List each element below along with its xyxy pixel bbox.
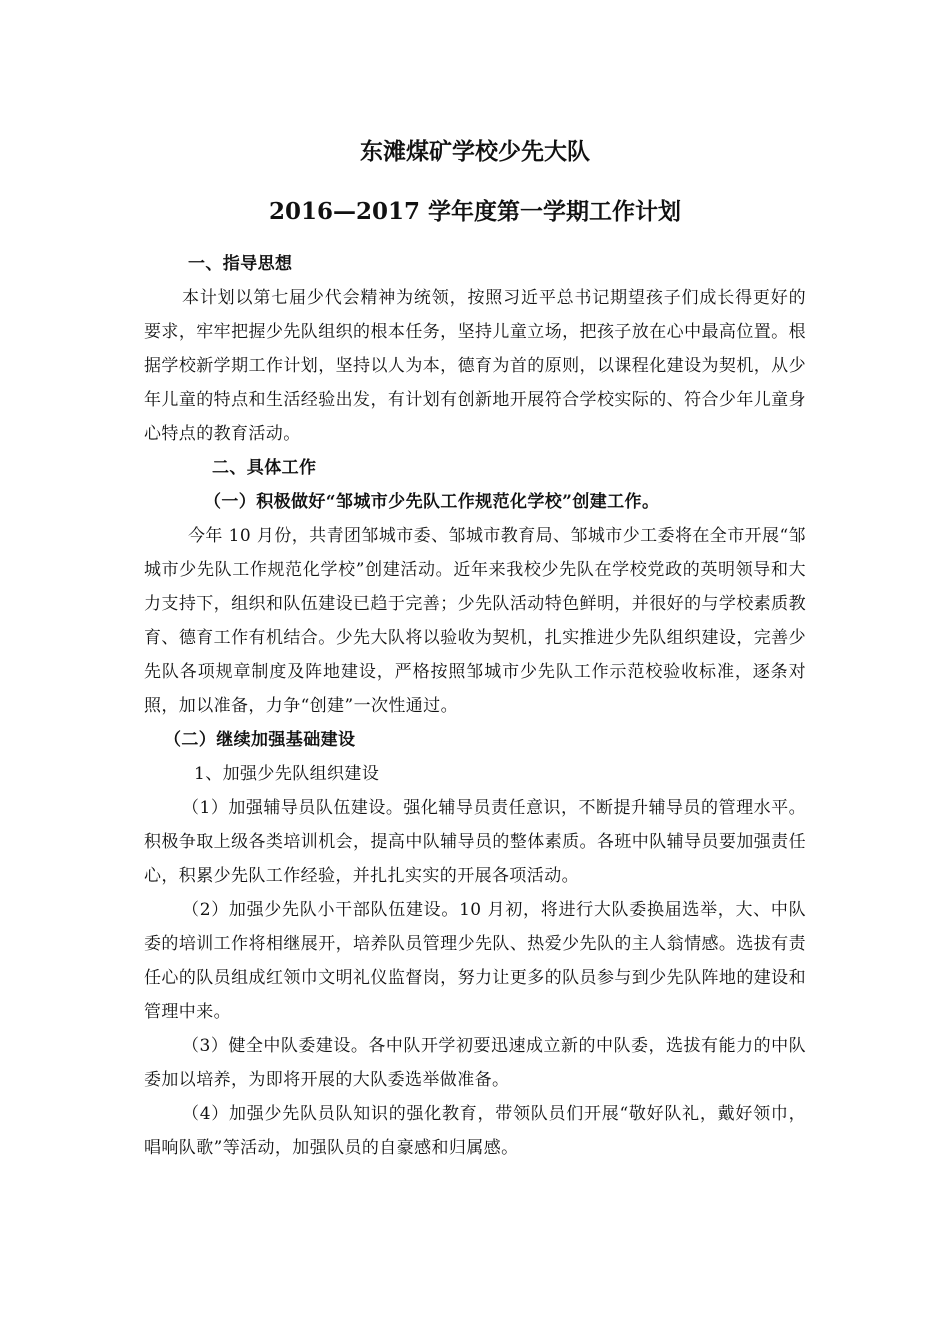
document-title: 东滩煤矿学校少先大队 — [360, 138, 590, 165]
paragraph-cadre-team: （2）加强少先队小干部队伍建设。10 月初，将进行大队委换届选举，大、中队委的培训工作将相继展开，培养队员管理少先队、热爱少先队的主人翁情感。选拔有责任心的队员组成红领巾文明礼仪监督岗，努力让更多的队员参与到少先队阵地的建设和管理中来。 — [144, 900, 806, 1022]
paragraph-guiding-ideology: 本计划以第七届少代会精神为统领，按照习近平总书记期望孩子们成长得更好的要求，牢牢把握少先队组织的根本任务，坚持儿童立场，把孩子放在心中最高位置。根据学校新学期工作计划，坚持以人为本，德育为首的原则，以课程化建设为契机，从少年儿童的特点和生活经验出发，有计划有创新地开展符合学校实际的、符合少年儿童身心特点的教育活动。 — [144, 288, 806, 444]
document-subtitle: 2016—2017 学年度第一学期工作计划 — [268, 198, 682, 225]
paragraph-team-knowledge: （4）加强少先队员队知识的强化教育，带领队员们开展“敬好队礼，戴好领巾，唱响队歌”等活动，加强队员的自豪感和归属感。 — [144, 1104, 806, 1158]
paragraph-standardization: 今年 10 月份，共青团邹城市委、邹城市教育局、邹城市少工委将在全市开展“邹城市少先队工作规范化学校”创建活动。近年来我校少先队在学校党政的英明领导和大力支持下，组织和队伍建设已趋于完善；少先队活动特色鲜明，并很好的与学校素质教育、德育工作有机结合。少先大队将以验收为契机，扎实推进少先队组织建设，完善少先队各项规章制度及阵地建设，严格按照邹城市少先队工作示范校验收标准，逐条对照，加以准备，力争“创建”一次性通过。 — [144, 526, 806, 716]
paragraph-squad-committee: （3）健全中队委建设。各中队开学初要迅速成立新的中队委，选拔有能力的中队委加以培养，为即将开展的大队委选举做准备。 — [144, 1036, 806, 1090]
subsection-heading-foundation: （二）继续加强基础建设 — [164, 730, 356, 750]
document-body — [144, 247, 806, 1165]
section-heading-guiding-ideology: 一、指导思想 — [188, 254, 293, 274]
subsection-heading-standardization: （一）积极做好“邹城市少先队工作规范化学校”创建工作。 — [204, 492, 660, 512]
paragraph-counselor-team: （1）加强辅导员队伍建设。强化辅导员责任意识，不断提升辅导员的管理水平。积极争取上级各类培训机会，提高中队辅导员的整体素质。各班中队辅导员要加强责任心，积累少先队工作经验，并扎扎实实的开展各项活动。 — [144, 798, 806, 886]
section-heading-specific-work: 二、具体工作 — [212, 458, 317, 478]
item-heading-organization: 1、加强少先队组织建设 — [194, 764, 380, 784]
